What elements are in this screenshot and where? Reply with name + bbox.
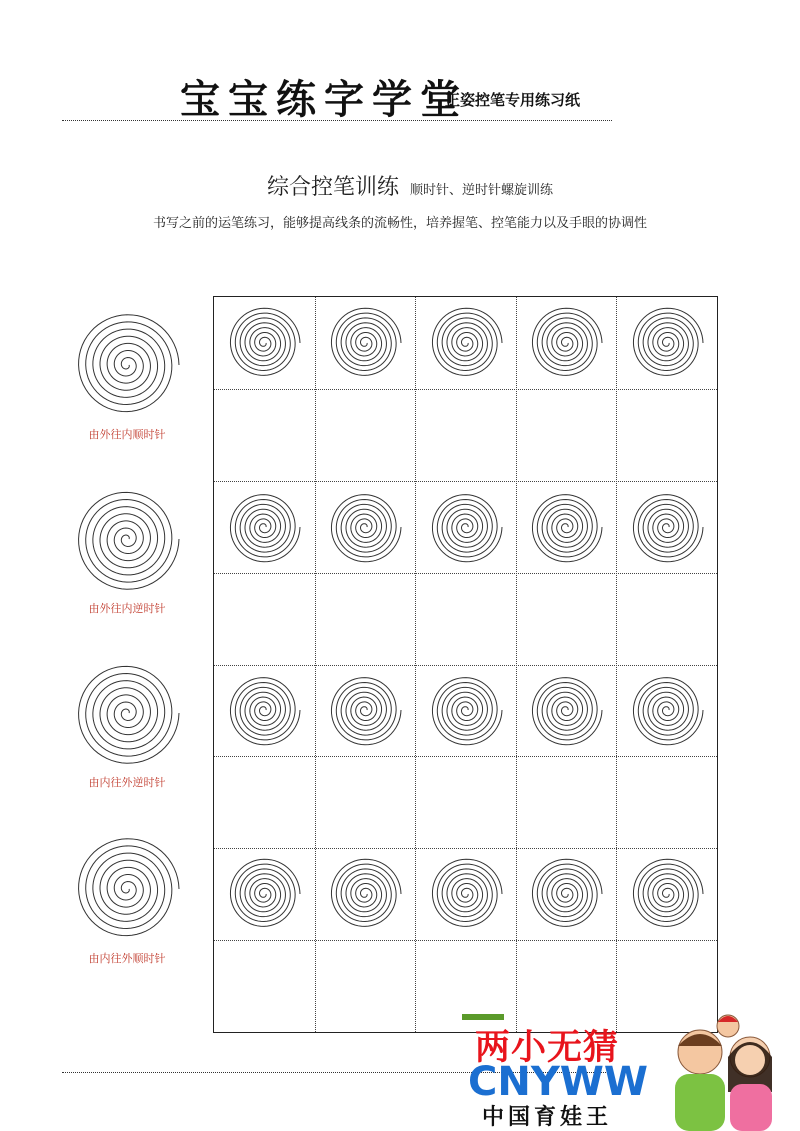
cartoon-family-icon [640,1012,800,1131]
watermark-line1: 两小无猜 [475,1028,620,1068]
trace-spiral-icon [227,490,301,564]
section-title: 综合控笔训练 [266,175,399,200]
example-spiral-icon [74,486,180,592]
grid-row-divider [214,848,717,849]
trace-spiral-icon [429,306,503,380]
trace-spiral-icon [328,857,402,931]
example-label: 由外往内顺时针 [88,428,166,441]
grid-row-divider [214,389,717,390]
trace-spiral-icon [227,306,301,380]
example-label: 由内往外顺时针 [88,952,166,965]
grid-row-divider [214,481,717,482]
watermark-line2: CNYWW [468,1059,649,1105]
trace-spiral-icon [429,673,503,747]
trace-spiral-icon [630,490,704,564]
trace-spiral-icon [630,306,704,380]
trace-spiral-icon [529,490,603,564]
trace-spiral-icon [529,857,603,931]
trace-spiral-icon [328,490,402,564]
trace-spiral-icon [529,306,603,380]
grid-row-divider [214,573,717,574]
example-label: 由外往内逆时针 [88,602,166,615]
trace-spiral-icon [328,673,402,747]
example-label: 由内往外逆时针 [88,776,166,789]
header-title: 宝宝练字学堂 [180,76,468,123]
example-spiral-icon [74,836,180,942]
example-spiral-icon [74,660,180,766]
trace-spiral-icon [630,673,704,747]
header-subtitle: 正姿控笔专用练习纸 [445,91,581,109]
trace-spiral-icon [429,857,503,931]
grid-row-divider [214,665,717,666]
grid-row-divider [214,756,717,757]
trace-spiral-icon [429,490,503,564]
trace-spiral-icon [227,857,301,931]
trace-spiral-icon [328,306,402,380]
trace-spiral-icon [630,857,704,931]
example-spiral-icon [74,312,180,418]
trace-spiral-icon [227,673,301,747]
section-description: 书写之前的运笔练习，能够提高线条的流畅性，培养握笔、控笔能力以及手眼的协调性 [152,216,647,231]
section-heading [0,170,800,201]
trace-spiral-icon [529,673,603,747]
practice-grid [213,296,718,1033]
section-subtitle: 顺时针、逆时针螺旋训练 [410,183,554,198]
watermark-logo [460,1012,800,1131]
top-divider [62,120,612,121]
watermark-line3: 中国育娃王 [482,1105,613,1130]
grid-row-divider [214,940,717,941]
